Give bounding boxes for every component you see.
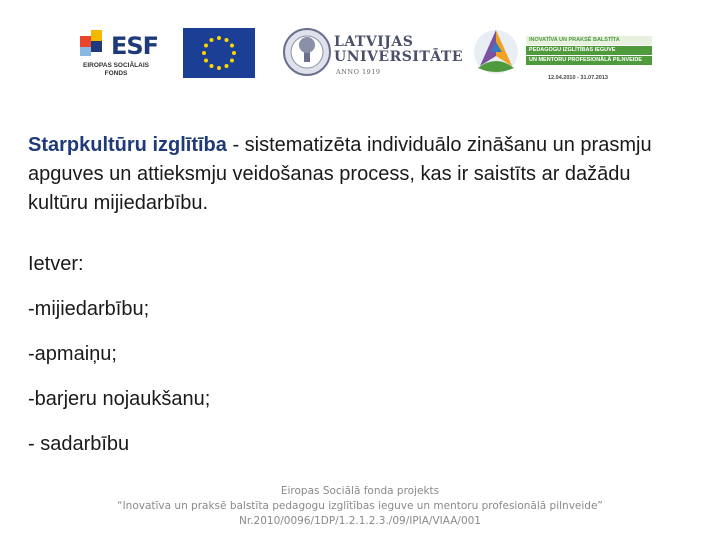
footer-line2: “Inovatīva un praksē balstīta pedagogu izglītības ieguve un mentoru profesionālā pilnveide” xyxy=(117,500,603,512)
list-item: -mijiedarbību; xyxy=(28,298,150,320)
university-name xyxy=(334,35,463,65)
esf-subtitle: EIROPAS SOCIĀLAIS FONDS xyxy=(83,62,149,77)
eu-star-icon xyxy=(204,59,208,63)
project-mark-icon xyxy=(470,26,522,78)
project-line1: INOVATĪVA UN PRAKSĒ BALSTĪTA xyxy=(526,36,652,45)
list-item: -apmaiņu; xyxy=(28,343,117,365)
eu-star-icon xyxy=(230,44,234,48)
esf-word: ESF xyxy=(111,32,159,60)
eu-star-icon xyxy=(230,59,234,63)
eu-star-icon xyxy=(217,66,221,70)
list-item: - sadarbību xyxy=(28,433,130,455)
eu-star-icon xyxy=(202,51,206,55)
eu-star-icon xyxy=(225,64,229,68)
university-name-line2: UNIVERSITĀTE xyxy=(334,49,463,65)
definition-paragraph xyxy=(28,131,678,218)
slide-content xyxy=(28,131,678,475)
footer xyxy=(0,484,720,529)
eu-star-icon xyxy=(217,36,221,40)
esf-mark-icon xyxy=(78,28,112,58)
eu-star-icon xyxy=(210,38,214,42)
footer-line1: Eiropas Sociālā fonda projekts xyxy=(280,485,440,497)
footer-line3: Nr.2010/0096/1DP/1.2.1.2.3./09/IPIA/VIAA/001 xyxy=(239,515,481,527)
list-item: -barjeru nojaukšanu; xyxy=(28,388,211,410)
university-anno: ANNO 1919 xyxy=(336,68,381,76)
project-line3: UN MENTORU PROFESIONĀLĀ PILNVEIDE xyxy=(526,56,652,65)
definition-term: Starpkultūru izglītība xyxy=(28,134,227,156)
logo-bar xyxy=(0,0,720,100)
project-logo xyxy=(470,26,650,86)
project-line2: PEDAGOGU IZGLĪTĪBAS IEGUVE xyxy=(526,46,652,55)
university-logo xyxy=(282,26,462,82)
esf-logo xyxy=(78,28,158,88)
university-seal-icon xyxy=(282,26,332,78)
definition-text: - sistematizēta individuālo zināšanu un prasmju apguves un attieksmju veidošanas process, kas ir saistīts ar dažādu kultūru mijiedarbību. xyxy=(28,134,652,214)
university-name-line1: LATVIJAS xyxy=(334,34,414,50)
eu-flag-icon xyxy=(183,28,255,78)
eu-star-icon xyxy=(232,51,236,55)
includes-label: Ietver: xyxy=(28,253,84,275)
eu-star-icon xyxy=(210,64,214,68)
eu-star-icon xyxy=(225,38,229,42)
project-dates: 12.04.2010 - 31.07.2013 xyxy=(548,75,608,81)
project-text xyxy=(526,36,652,66)
eu-star-icon xyxy=(204,44,208,48)
